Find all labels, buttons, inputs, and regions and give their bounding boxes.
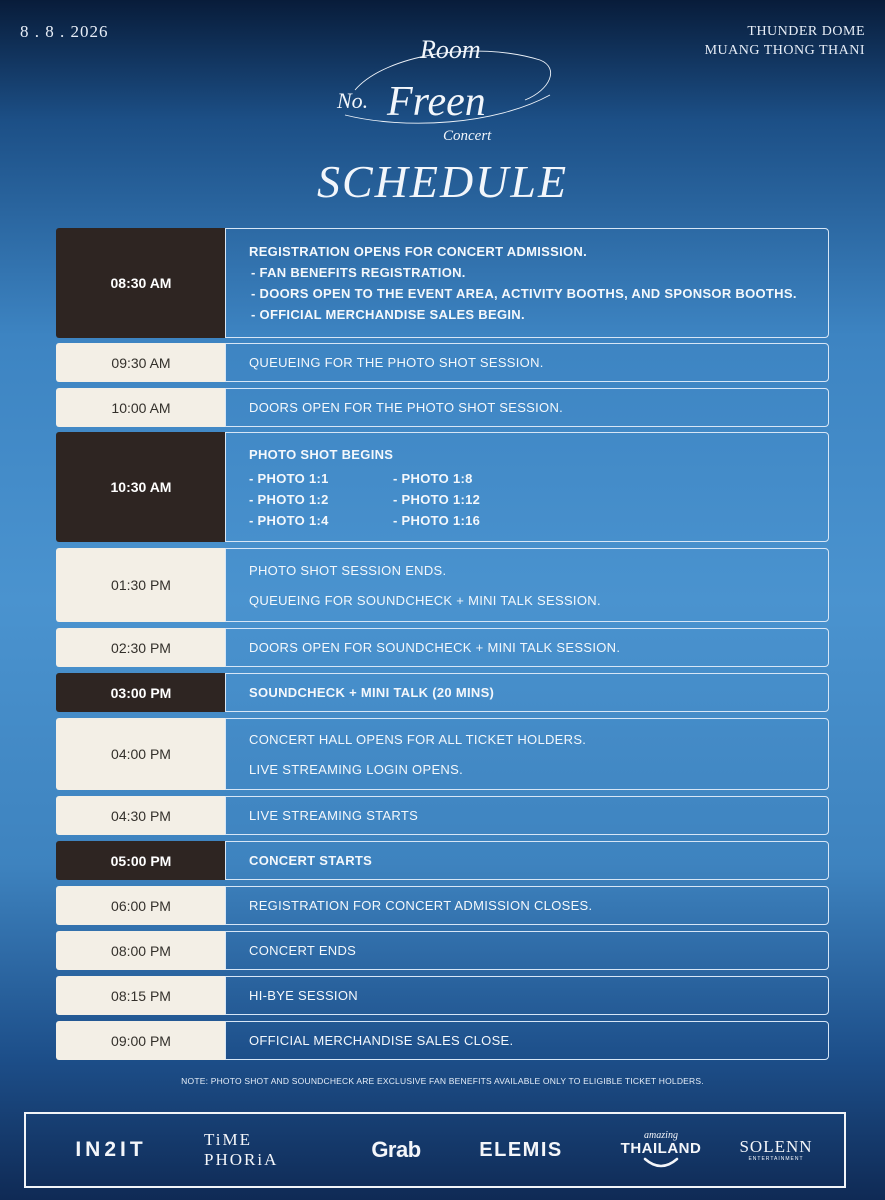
schedule-description (225, 718, 829, 790)
schedule-row-0430 (56, 796, 829, 835)
sponsor-elemis-logo: ELEMIS (479, 1138, 563, 1161)
amazing-text: amazing (644, 1130, 678, 1141)
description-line: REGISTRATION FOR CONCERT ADMISSION CLOSES. (249, 898, 593, 913)
solenn-text: SOLENN (739, 1136, 813, 1156)
schedule-row-0830 (56, 228, 829, 338)
page-title: SCHEDULE (316, 156, 569, 207)
time-label: 04:00 PM (56, 718, 226, 790)
logo-room: Room (420, 35, 481, 64)
description-line: REGISTRATION OPENS FOR CONCERT ADMISSION. (249, 244, 588, 259)
logo-no: No. (337, 88, 369, 113)
schedule-row-1000 (56, 388, 829, 427)
concert-logo (325, 20, 560, 145)
schedule-row-0400 (56, 718, 829, 790)
schedule-row-0800 (56, 931, 829, 970)
photo-option: - PHOTO 1:16 (393, 512, 481, 528)
sponsor-amazing-thailand-logo (606, 1114, 716, 1186)
time-label: 03:00 PM (56, 673, 226, 712)
description-line: DOORS OPEN FOR SOUNDCHECK + MINI TALK SESSION. (249, 640, 621, 655)
logo-concert: Concert (443, 128, 492, 144)
time-label: 10:00 AM (56, 388, 226, 427)
schedule-row-0815 (56, 976, 829, 1015)
time-label: 01:30 PM (56, 548, 226, 622)
schedule-description (225, 628, 829, 667)
photo-option: - PHOTO 1:4 (249, 512, 329, 528)
description-line: LIVE STREAMING STARTS (249, 808, 419, 823)
description-line: QUEUEING FOR THE PHOTO SHOT SESSION. (249, 355, 544, 370)
venue-line-2: MUANG THONG THANI (704, 43, 865, 58)
sponsor-bar (24, 1112, 846, 1188)
description-line: CONCERT HALL OPENS FOR ALL TICKET HOLDERS. (249, 731, 587, 747)
schedule-description (225, 343, 829, 382)
schedule-description (225, 673, 829, 712)
schedule-description (225, 841, 829, 880)
schedule-description (225, 1021, 829, 1060)
description-line: HI-BYE SESSION (249, 988, 358, 1003)
description-line: CONCERT ENDS (249, 943, 357, 958)
description-line: LIVE STREAMING LOGIN OPENS. (249, 761, 463, 777)
description-line: - OFFICIAL MERCHANDISE SALES BEGIN. (251, 307, 525, 322)
time-label: 05:00 PM (56, 841, 226, 880)
schedule-description (225, 388, 829, 427)
photo-option: - PHOTO 1:2 (249, 491, 329, 507)
photo-option: - PHOTO 1:12 (393, 491, 481, 507)
description-heading: PHOTO SHOT BEGINS (249, 446, 394, 462)
time-label: 09:30 AM (56, 343, 226, 382)
thailand-text: THAILAND (620, 1140, 702, 1157)
sponsor-in2it-logo: IN2IT (75, 1138, 147, 1161)
smile-icon (643, 1157, 679, 1169)
schedule-row-0130 (56, 548, 829, 622)
time-label: 04:30 PM (56, 796, 226, 835)
time-label: 08:15 PM (56, 976, 226, 1015)
schedule-row-0600 (56, 886, 829, 925)
sponsor-grab-logo: Grab (371, 1137, 421, 1162)
time-label: 06:00 PM (56, 886, 226, 925)
sponsor-solenn-logo (726, 1114, 826, 1186)
schedule-description (225, 886, 829, 925)
time-label: 02:30 PM (56, 628, 226, 667)
schedule-description (225, 931, 829, 970)
venue-label (705, 22, 865, 60)
photo-option: - PHOTO 1:1 (249, 470, 329, 486)
description-line: SOUNDCHECK + MINI TALK (20 MINS) (249, 685, 495, 700)
schedule-row-1030 (56, 432, 829, 542)
description-line: CONCERT STARTS (249, 853, 373, 868)
schedule-description (225, 548, 829, 622)
description-line: - FAN BENEFITS REGISTRATION. (251, 265, 466, 280)
logo-freen: Freen (387, 79, 486, 125)
time-label: 09:00 PM (56, 1021, 226, 1060)
date-label: 8 . 8 . 2026 (20, 22, 109, 41)
solenn-subtext: ENTERTAINMENT (748, 1155, 804, 1162)
schedule-row-0230 (56, 628, 829, 667)
schedule-row-0500 (56, 841, 829, 880)
schedule-row-0300 (56, 673, 829, 712)
description-line: DOORS OPEN FOR THE PHOTO SHOT SESSION. (249, 400, 564, 415)
venue-line-1: THUNDER DOME (747, 24, 865, 39)
time-label: 10:30 AM (56, 432, 226, 542)
time-label: 08:30 AM (56, 228, 226, 338)
photo-option: - PHOTO 1:8 (393, 470, 473, 486)
schedule-description (225, 976, 829, 1015)
schedule-row-0900 (56, 1021, 829, 1060)
description-line: PHOTO SHOT SESSION ENDS. (249, 562, 447, 578)
description-line: OFFICIAL MERCHANDISE SALES CLOSE. (249, 1033, 514, 1048)
schedule-description (225, 796, 829, 835)
schedule-row-0930 (56, 343, 829, 382)
schedule-description (225, 432, 829, 542)
photo-options (249, 468, 828, 531)
schedule-description (225, 228, 829, 338)
sponsor-timephoria-logo: TiME PHORiA (204, 1130, 279, 1169)
description-line: QUEUEING FOR SOUNDCHECK + MINI TALK SESSION. (249, 592, 601, 608)
footnote: NOTE: PHOTO SHOT AND SOUNDCHECK ARE EXCLUSIVE FAN BENEFITS AVAILABLE ONLY TO ELIGIBLE TICKET HOLDERS. (181, 1076, 704, 1086)
description-line: - DOORS OPEN TO THE EVENT AREA, ACTIVITY BOOTHS, AND SPONSOR BOOTHS. (251, 286, 797, 301)
time-label: 08:00 PM (56, 931, 226, 970)
